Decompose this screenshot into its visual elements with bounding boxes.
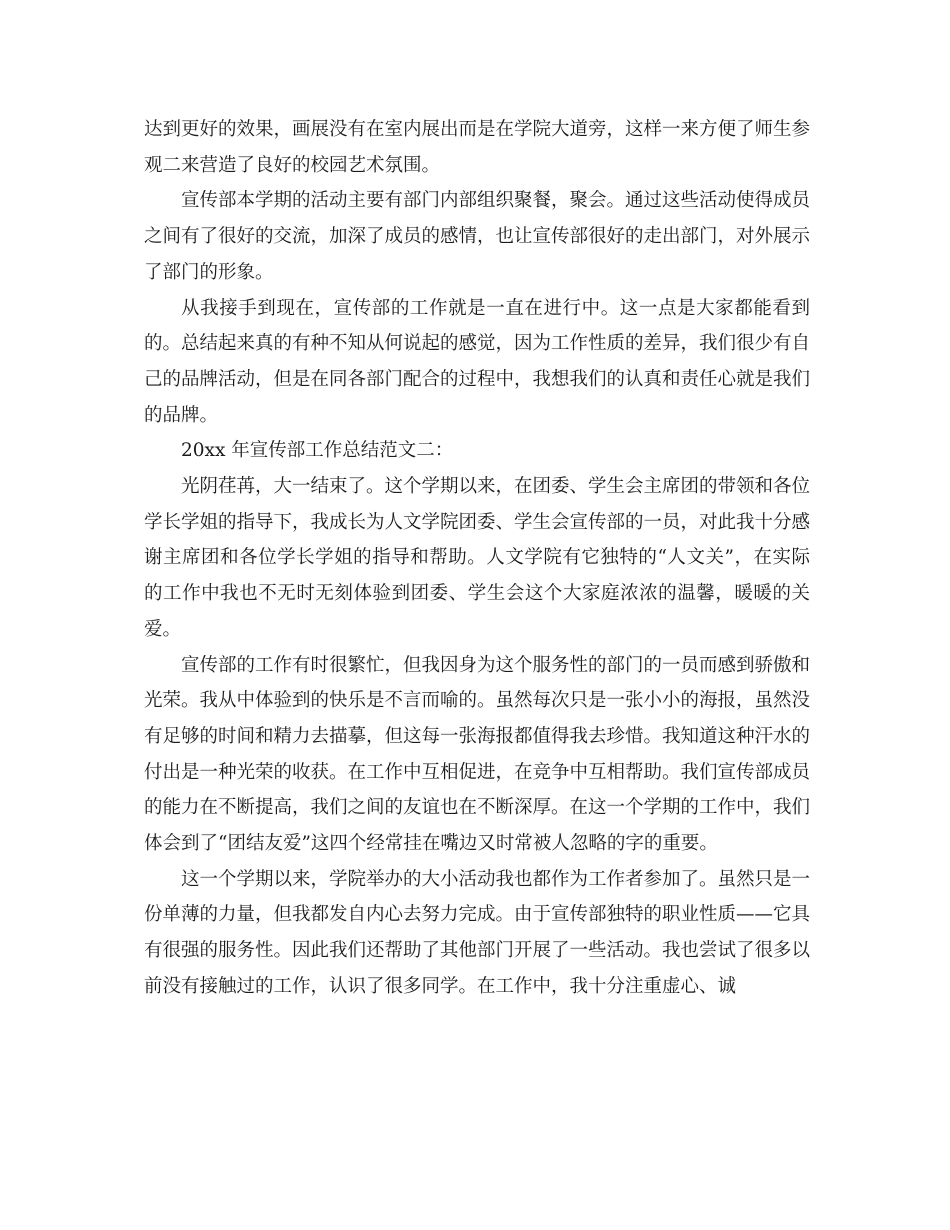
- paragraph-1: 达到更好的效果，画展没有在室内展出而是在学院大道旁，这样一来方便了师生参观二来营造了良好的校园艺术氛围。: [144, 119, 811, 176]
- document-page: [144, 112, 810, 1005]
- section-heading: 20xx 年宣传部工作总结范文二：: [181, 440, 454, 462]
- paragraph-4: 光阴荏苒，大一结束了。这个学期以来，在团委、学生会主席团的带领和各位学长学姐的指导下，我成长为人文学院团委、学生会宣传部的一员，对此我十分感谢主席团和各位学长学姐的指导和帮助。人文学院有它独特的“人文关”，在实际的工作中我也不无时无刻体验到团委、学生会这个大家庭浓浓的温馨，暖暖的关爱。: [144, 476, 811, 640]
- paragraph-5: 宣传部的工作有时很繁忙，但我因身为这个服务性的部门的一员而感到骄傲和光荣。我从中体验到的快乐是不言而喻的。虽然每次只是一张小小的海报，虽然没有足够的时间和精力去描摹，但这每一张海报都值得我去珍惜。我知道这种汗水的付出是一种光荣的收获。在工作中互相促进，在竞争中互相帮助。我们宣传部成员的能力在不断提高，我们之间的友谊也在不断深厚。在这一个学期的工作中，我们体会到了“团结友爱”这四个经常挂在嘴边又时常被人忽略的字的重要。: [144, 654, 811, 855]
- paragraph-2: 宣传部本学期的活动主要有部门内部组织聚餐，聚会。通过这些活动使得成员之间有了很好的交流，加深了成员的感情，也让宣传部很好的走出部门，对外展示了部门的形象。: [144, 190, 811, 283]
- paragraph-6: 这一个学期以来，学院举办的大小活动我也都作为工作者参加了。虽然只是一份单薄的力量，但我都发自内心去努力完成。由于宣传部独特的职业性质——它具有很强的服务性。因此我们还帮助了其他部门开展了一些活动。我也尝试了很多以前没有接触过的工作，认识了很多同学。在工作中，我十分注重虚心、诚: [144, 868, 811, 997]
- paragraph-3: 从我接手到现在，宣传部的工作就是一直在进行中。这一点是大家都能看到的。总结起来真的有种不知从何说起的感觉，因为工作性质的差异，我们很少有自己的品牌活动，但是在同各部门配合的过程中，我想我们的认真和责任心就是我们的品牌。: [144, 297, 811, 426]
